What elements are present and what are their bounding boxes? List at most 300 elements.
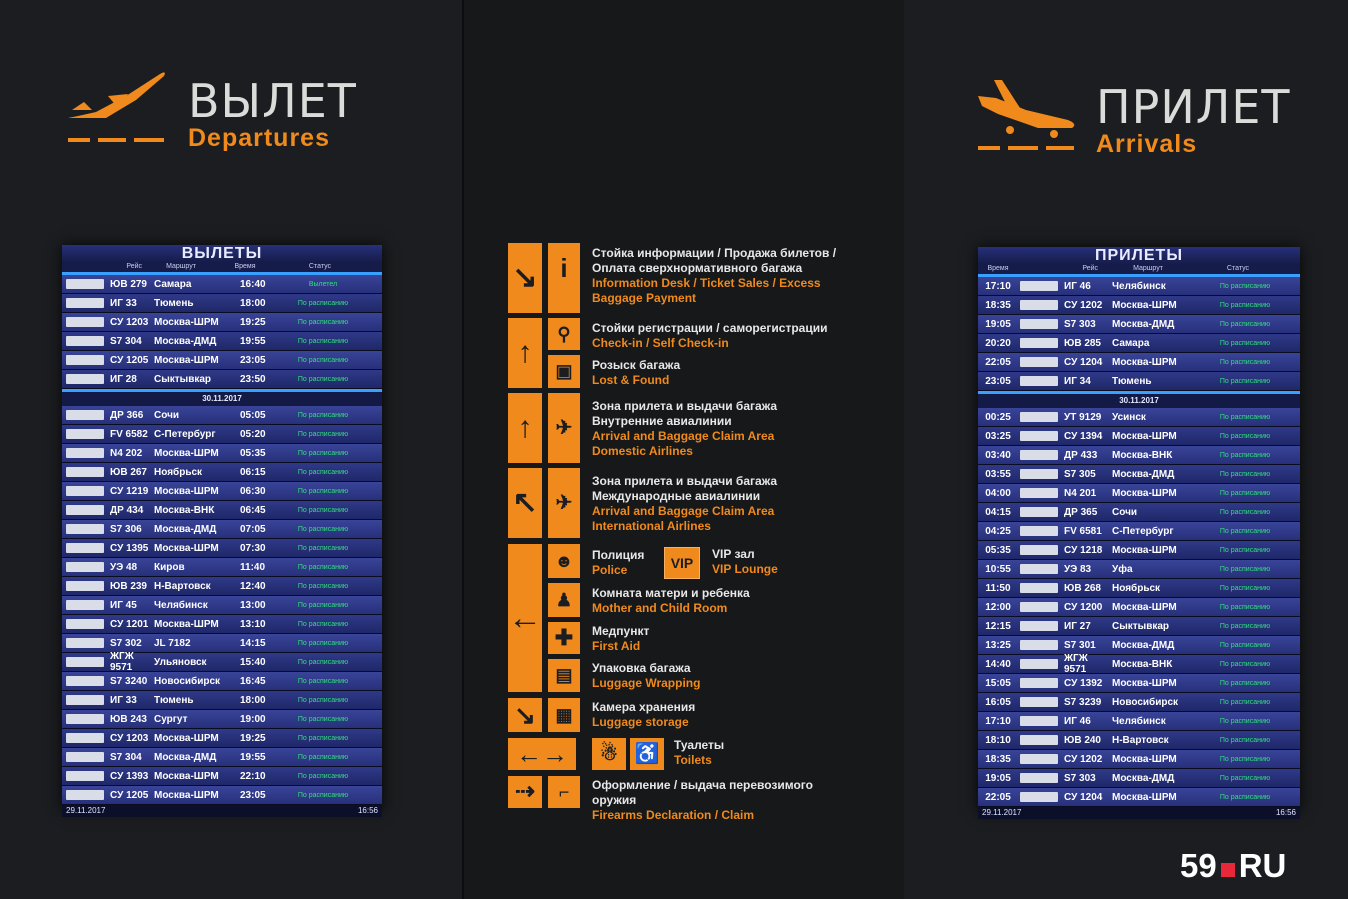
flight-time: 05:20	[240, 428, 266, 440]
flight-row	[62, 710, 382, 729]
flight-route: Н-Вартовск	[154, 580, 211, 592]
flight-number: ЮВ 279	[110, 278, 147, 290]
flight-route: Москва-ВНК	[1112, 658, 1173, 670]
airline-logo	[66, 410, 104, 420]
sign-ru: Стойки регистрации / саморегистрации	[592, 321, 828, 335]
airline-logo	[66, 429, 104, 439]
flight-status: По расписанию	[297, 753, 349, 761]
flight-time: 04:00	[985, 487, 1011, 499]
sign-ru: Медпункт	[592, 624, 650, 638]
flight-route: Москва-ДМД	[1112, 772, 1175, 784]
flight-time: 07:30	[240, 542, 266, 554]
flight-status: По расписанию	[1219, 451, 1271, 459]
flight-time: 03:55	[985, 468, 1011, 480]
flight-status: По расписанию	[297, 449, 349, 457]
flight-number: S7 3239	[1064, 696, 1102, 708]
flight-route: Москва-ШРМ	[1112, 299, 1177, 311]
flight-number: СУ 1392	[1064, 677, 1103, 689]
flight-number: СУ 1218	[1064, 544, 1103, 556]
flight-time: 19:25	[240, 732, 266, 744]
flight-row	[978, 655, 1300, 674]
flight-number: СУ 1393	[110, 770, 149, 782]
airline-logo	[66, 714, 104, 724]
flight-status: По расписанию	[297, 715, 349, 723]
footer-date: 29.11.2017	[982, 808, 1022, 817]
departures-rows-tomorrow	[62, 406, 382, 805]
flight-row	[978, 503, 1300, 522]
flight-number: FV 6582	[110, 428, 148, 440]
flight-status: По расписанию	[297, 772, 349, 780]
flight-status: По расписанию	[297, 337, 349, 345]
departures-board-title: ВЫЛЕТЫ	[62, 245, 382, 262]
check-in-icon: ⚲	[548, 318, 580, 350]
flight-route: Москва-ШРМ	[1112, 430, 1177, 442]
flight-number: ИГ 27	[1064, 620, 1091, 632]
flight-status: По расписанию	[297, 318, 349, 326]
flight-time: 16:40	[240, 278, 266, 290]
flight-time: 17:10	[985, 280, 1011, 292]
flight-time: 06:15	[240, 466, 266, 478]
column-status: Статус	[1226, 265, 1250, 272]
flight-route: Москва-ДМД	[154, 335, 217, 347]
airline-logo	[1020, 678, 1058, 688]
flight-row	[62, 729, 382, 748]
flight-status: По расписанию	[1219, 622, 1271, 630]
flight-number: ИГ 45	[110, 599, 137, 611]
flight-route: Ноябрьск	[1112, 582, 1161, 594]
departures-header	[188, 74, 357, 152]
flight-time: 23:05	[240, 789, 266, 801]
flight-time: 13:10	[240, 618, 266, 630]
sign-arrival-domestic	[592, 399, 782, 459]
airline-logo	[1020, 564, 1058, 574]
airline-logo	[1020, 281, 1058, 291]
flight-time: 05:05	[240, 409, 266, 421]
arrivals-board	[978, 247, 1300, 817]
flight-row	[978, 334, 1300, 353]
flight-row	[978, 750, 1300, 769]
flight-time: 10:55	[985, 563, 1011, 575]
flight-route: Тюмень	[1112, 375, 1152, 387]
flight-time: 13:25	[985, 639, 1011, 651]
flight-number: ДР 434	[110, 504, 144, 516]
flight-time: 11:40	[240, 561, 266, 573]
flight-status: Вылетел	[308, 280, 338, 288]
arrivals-column-headers	[978, 264, 1300, 274]
flight-time: 14:15	[240, 637, 266, 649]
flight-status: По расписанию	[1219, 413, 1271, 421]
flight-time: 00:25	[985, 411, 1011, 423]
flight-time: 13:00	[240, 599, 266, 611]
departures-title-en: Departures	[188, 124, 330, 152]
sign-mother-child	[592, 586, 792, 616]
airline-logo	[1020, 412, 1058, 422]
airline-logo	[1020, 602, 1058, 612]
arrow-up-icon: ↑	[508, 393, 542, 463]
flight-status: По расписанию	[297, 563, 349, 571]
airline-logo	[66, 676, 104, 686]
flight-time: 04:25	[985, 525, 1011, 537]
flight-route: Москва-ШРМ	[1112, 677, 1177, 689]
airline-logo	[66, 790, 104, 800]
flight-route: Сочи	[154, 409, 180, 421]
flight-time: 19:00	[240, 713, 266, 725]
flight-status: По расписанию	[297, 356, 349, 364]
flight-status: По расписанию	[1219, 358, 1271, 366]
flight-route: Самара	[1112, 337, 1150, 349]
lost-found-icon: ▣	[548, 355, 580, 388]
flight-number: ИГ 34	[1064, 375, 1091, 387]
flight-number: СУ 1203	[110, 316, 149, 328]
airline-logo	[1020, 431, 1058, 441]
mother-child-icon: ♟	[548, 583, 580, 617]
flight-route: Сочи	[1112, 506, 1138, 518]
column-route: Маршрут	[1133, 265, 1163, 272]
airline-logo	[66, 374, 104, 384]
airline-logo	[1020, 450, 1058, 460]
flight-route: Москва-ДМД	[1112, 318, 1175, 330]
flight-status: По расписанию	[1219, 377, 1271, 385]
flight-time: 22:10	[240, 770, 266, 782]
flight-route: Киров	[154, 561, 185, 573]
flight-number: ЮВ 243	[110, 713, 147, 725]
sign-en: VIP Lounge	[712, 562, 778, 576]
flight-row	[62, 653, 382, 672]
airline-logo	[66, 317, 104, 327]
flight-status: По расписанию	[1219, 584, 1271, 592]
arrow-down-right-icon: ↘	[508, 698, 542, 732]
airline-logo	[66, 355, 104, 365]
flight-row	[978, 712, 1300, 731]
runway-dash	[98, 138, 126, 142]
flight-route: Москва-ШРМ	[1112, 601, 1177, 613]
flight-time: 11:50	[985, 582, 1011, 594]
flight-row	[62, 558, 382, 577]
flight-status: По расписанию	[297, 430, 349, 438]
airline-logo	[1020, 735, 1058, 745]
flight-number: СУ 1219	[110, 485, 149, 497]
flight-number: СУ 1202	[1064, 299, 1103, 311]
flight-status: По расписанию	[1219, 527, 1271, 535]
flight-status: По расписанию	[297, 791, 349, 799]
arrow-right-icon: ⇢	[508, 776, 542, 808]
airline-logo	[66, 657, 104, 667]
arrow-left-icon: ←	[508, 544, 542, 692]
luggage-wrap-icon: ▤	[548, 659, 580, 692]
flight-time: 19:55	[240, 751, 266, 763]
sign-luggage-wrapping	[592, 661, 742, 691]
toilets-icon: ☃	[592, 738, 626, 770]
flight-status: По расписанию	[297, 525, 349, 533]
flight-row	[978, 408, 1300, 427]
flight-route: Сургут	[154, 713, 188, 725]
sign-en: Check-in / Self Check-in	[592, 336, 729, 350]
flight-status: По расписанию	[1219, 339, 1271, 347]
sign-en: Arrival and Baggage Claim Area International Airlines	[592, 504, 775, 533]
flight-row	[62, 425, 382, 444]
flight-status: По расписанию	[297, 696, 349, 704]
flight-status: По расписанию	[1219, 774, 1271, 782]
watermark-number: 59	[1180, 847, 1217, 884]
flight-row	[978, 372, 1300, 391]
sign-information-desk	[592, 246, 842, 306]
sign-en: Mother and Child Room	[592, 601, 728, 615]
flight-number: S7 306	[110, 523, 142, 535]
flight-number: ЮВ 239	[110, 580, 147, 592]
flight-time: 20:20	[985, 337, 1011, 349]
flight-number: S7 304	[110, 335, 142, 347]
flight-number: СУ 1202	[1064, 753, 1103, 765]
flight-status: По расписанию	[297, 582, 349, 590]
airline-logo	[66, 524, 104, 534]
flight-number: ЖГЖ 9571	[110, 651, 134, 673]
flight-status: По расписанию	[1219, 698, 1271, 706]
arrivals-header	[1096, 80, 1291, 158]
flight-route: Тюмень	[154, 694, 194, 706]
flight-status: По расписанию	[297, 506, 349, 514]
column-flight: Рейс	[126, 263, 142, 270]
flight-number: S7 303	[1064, 772, 1096, 784]
airline-logo	[66, 600, 104, 610]
flight-row	[978, 560, 1300, 579]
flight-route: Москва-ДМД	[154, 751, 217, 763]
column-route: Маршрут	[166, 263, 196, 270]
flight-number: СУ 1205	[110, 354, 149, 366]
flight-status: По расписанию	[297, 299, 349, 307]
arrivals-rows-today	[978, 277, 1300, 391]
flight-status: По расписанию	[1219, 508, 1271, 516]
flight-number: СУ 1204	[1064, 356, 1103, 368]
flight-number: ЮВ 268	[1064, 582, 1101, 594]
landing-plane-icon	[974, 74, 1080, 140]
airline-logo	[66, 279, 104, 289]
flight-row	[978, 446, 1300, 465]
arrivals-board-title: ПРИЛЕТЫ	[978, 247, 1300, 264]
arrow-up-left-icon: ↖	[508, 468, 542, 538]
vip-icon: VIP	[664, 547, 700, 579]
flight-status: По расписанию	[297, 544, 349, 552]
airline-logo	[1020, 621, 1058, 631]
flight-number: S7 301	[1064, 639, 1096, 651]
sign-ru: Зона прилета и выдачи багажа Внутренние авиалинии	[592, 399, 778, 428]
flight-row	[978, 598, 1300, 617]
flight-route: JL 7182	[154, 637, 191, 649]
flight-time: 19:55	[240, 335, 266, 347]
flight-number: СУ 1395	[110, 542, 149, 554]
flight-number: ЖГЖ 9571	[1064, 653, 1088, 675]
flight-status: По расписанию	[297, 487, 349, 495]
flight-route: Москва-ДМД	[154, 523, 217, 535]
flight-status: По расписанию	[1219, 282, 1271, 290]
airline-logo	[66, 336, 104, 346]
board-footer	[62, 805, 382, 817]
flight-route: Усинск	[1112, 411, 1146, 423]
flight-row	[978, 579, 1300, 598]
flight-route: Москва-ШРМ	[154, 770, 219, 782]
flight-number: УЭ 83	[1064, 563, 1092, 575]
flight-time: 19:25	[240, 316, 266, 328]
flight-number: FV 6581	[1064, 525, 1102, 537]
flight-route: Москва-ДМД	[1112, 468, 1175, 480]
flight-number: ИГ 28	[110, 373, 137, 385]
flight-status: По расписанию	[1219, 301, 1271, 309]
flight-row	[62, 370, 382, 389]
flight-status: По расписанию	[1219, 432, 1271, 440]
flight-time: 23:05	[985, 375, 1011, 387]
flight-row	[62, 539, 382, 558]
flight-number: ИГ 33	[110, 297, 137, 309]
flight-route: Новосибирск	[154, 675, 221, 687]
footer-time: 16:56	[1275, 808, 1296, 817]
flight-route: Сыктывкар	[1112, 620, 1170, 632]
sign-en: Arrival and Baggage Claim Area Domestic Airlines	[592, 429, 775, 458]
flight-status: По расписанию	[1219, 660, 1271, 668]
flight-status: По расписанию	[297, 658, 349, 666]
flight-row	[978, 484, 1300, 503]
flight-number: ДР 365	[1064, 506, 1098, 518]
flight-time: 23:05	[240, 354, 266, 366]
flight-number: ЮВ 267	[110, 466, 147, 478]
airline-logo	[66, 467, 104, 477]
watermark-logo	[1180, 848, 1286, 884]
flight-number: N4 202	[110, 447, 143, 459]
police-icon: ☻	[548, 544, 580, 578]
flight-time: 14:40	[985, 658, 1011, 670]
sign-vip-lounge	[712, 547, 812, 577]
flight-route: Москва-ШРМ	[154, 542, 219, 554]
airline-logo	[66, 619, 104, 629]
arrivals-rows-tomorrow	[978, 408, 1300, 807]
flight-number: СУ 1205	[110, 789, 149, 801]
sign-ru: Камера хранения	[592, 700, 696, 714]
flight-status: По расписанию	[1219, 546, 1271, 554]
airline-logo	[1020, 792, 1058, 802]
flight-row	[62, 332, 382, 351]
flight-time: 18:35	[985, 299, 1011, 311]
flight-number: ИГ 46	[1064, 715, 1091, 727]
flight-time: 07:05	[240, 523, 266, 535]
flight-row	[62, 577, 382, 596]
flight-row	[62, 748, 382, 767]
flight-route: Москва-ШРМ	[154, 789, 219, 801]
airline-logo	[1020, 754, 1058, 764]
flight-row	[62, 294, 382, 313]
flight-route: Москва-ВНК	[1112, 449, 1173, 461]
flight-row	[978, 731, 1300, 750]
sign-en: Police	[592, 563, 628, 577]
airline-logo	[66, 543, 104, 553]
sign-en: Firearms Declaration / Claim	[592, 808, 755, 822]
flight-time: 18:10	[985, 734, 1011, 746]
airline-logo	[1020, 488, 1058, 498]
flight-number: S7 302	[110, 637, 142, 649]
airline-logo	[66, 505, 104, 515]
flight-row	[62, 596, 382, 615]
flight-number: СУ 1203	[110, 732, 149, 744]
flight-route: Москва-ДМД	[1112, 639, 1175, 651]
runway-dash	[134, 138, 164, 142]
flight-number: УТ 9129	[1064, 411, 1102, 423]
flight-number: ИГ 33	[110, 694, 137, 706]
airline-logo	[1020, 319, 1058, 329]
departures-rows-today	[62, 275, 382, 389]
flight-number: ДР 433	[1064, 449, 1098, 461]
flight-number: СУ 1201	[110, 618, 149, 630]
flight-row	[62, 482, 382, 501]
flight-time: 18:00	[240, 694, 266, 706]
flight-row	[978, 693, 1300, 712]
flight-time: 12:15	[985, 620, 1011, 632]
flight-time: 05:35	[240, 447, 266, 459]
flight-row	[978, 353, 1300, 372]
watermark-square-icon	[1221, 863, 1235, 877]
flight-number: ИГ 46	[1064, 280, 1091, 292]
airline-logo	[1020, 526, 1058, 536]
column-flight: Рейс	[1082, 265, 1098, 272]
flight-status: По расписанию	[297, 468, 349, 476]
flight-status: По расписанию	[1219, 736, 1271, 744]
flight-row	[62, 786, 382, 805]
flight-status: По расписанию	[1219, 565, 1271, 573]
footer-date: 29.11.2017	[66, 806, 106, 815]
flight-row	[62, 313, 382, 332]
flight-row	[62, 615, 382, 634]
flight-number: СУ 1394	[1064, 430, 1103, 442]
sign-en: Information Desk / Ticket Sales / Excess Baggage Payment	[592, 276, 821, 305]
sign-lost-found	[592, 358, 792, 388]
flight-row	[978, 522, 1300, 541]
flight-row	[62, 463, 382, 482]
airline-logo	[66, 771, 104, 781]
flight-route: Челябинск	[154, 599, 208, 611]
flight-time: 19:05	[985, 772, 1011, 784]
flight-status: По расписанию	[1219, 641, 1271, 649]
flight-status: По расписанию	[297, 734, 349, 742]
arrow-up-icon: ↑	[508, 318, 542, 388]
flight-status: По расписанию	[297, 375, 349, 383]
flight-route: Ноябрьск	[154, 466, 203, 478]
flight-row	[978, 636, 1300, 655]
flight-row	[978, 427, 1300, 446]
sign-ru: Стойка информации / Продажа билетов / Оплата сверхнормативного багажа	[592, 246, 837, 275]
flight-status: По расписанию	[1219, 793, 1271, 801]
flight-time: 22:05	[985, 356, 1011, 368]
airline-logo	[1020, 338, 1058, 348]
flight-row	[978, 769, 1300, 788]
flight-row	[978, 788, 1300, 807]
flight-time: 12:40	[240, 580, 266, 592]
flight-row	[978, 674, 1300, 693]
flight-status: По расписанию	[1219, 679, 1271, 687]
airline-logo	[1020, 773, 1058, 783]
departures-board	[62, 245, 382, 815]
airline-logo	[66, 448, 104, 458]
column-time: Время	[987, 265, 1009, 272]
flight-status: По расписанию	[297, 639, 349, 647]
watermark-suffix: RU	[1238, 847, 1287, 884]
flight-time: 03:25	[985, 430, 1011, 442]
airline-logo	[1020, 357, 1058, 367]
flight-number: ЮВ 285	[1064, 337, 1101, 349]
flight-status: По расписанию	[1219, 717, 1271, 725]
arrivals-title-ru: ПРИЛЕТ	[1096, 80, 1291, 134]
flight-route: Москва-ШРМ	[154, 485, 219, 497]
flight-route: Москва-ШРМ	[1112, 544, 1177, 556]
takeoff-plane-icon	[66, 66, 168, 128]
flight-row	[978, 296, 1300, 315]
flight-route: Москва-ВНК	[154, 504, 215, 516]
runway-dash	[978, 146, 1000, 150]
